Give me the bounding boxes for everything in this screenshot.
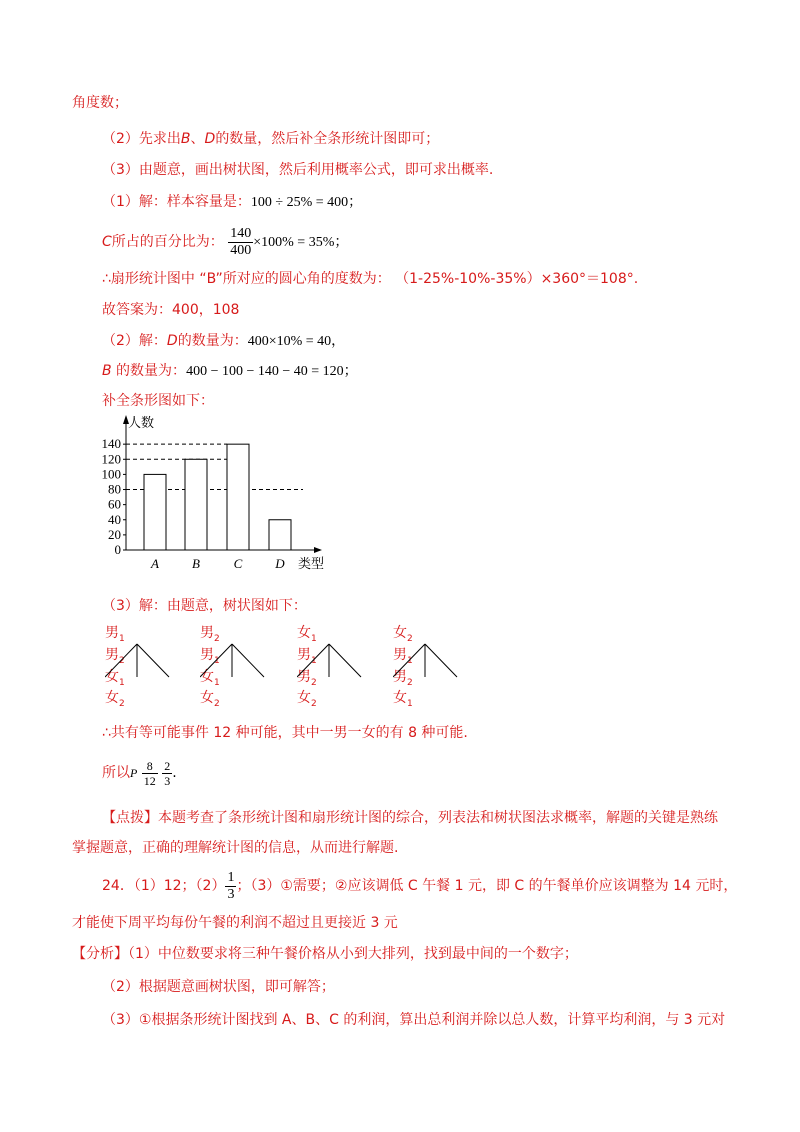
y-tick-label: 40 [108, 511, 121, 527]
y-tick-label: 0 [114, 542, 121, 557]
text-line-18: 【分析】（1）中位数要求将三种午餐价格从小到大排列，找到最中间的一个数字； [72, 946, 578, 962]
text-segment: ； [348, 194, 363, 210]
text-line-7: 故答案为：400，108 [102, 302, 240, 318]
fraction-2-3 [162, 759, 172, 788]
text-line-16 [102, 868, 737, 904]
fraction-1-3 [225, 870, 236, 903]
y-tick-label: 140 [101, 436, 121, 452]
tree-leaf-node: 女$_2$ [297, 690, 317, 710]
tree-root-node: 女$_1$ [297, 625, 317, 644]
bar-a [144, 474, 166, 550]
bar-b [185, 459, 207, 550]
text-segment: （2）先求出 [102, 131, 181, 147]
text-segment: ， [331, 333, 346, 349]
var-c: C [102, 234, 112, 250]
y-axis-label: 人数 [128, 415, 155, 430]
x-tick-label: A [151, 556, 159, 571]
tree-leaf-node: 女$_2$ [200, 690, 220, 710]
tree-branch [329, 644, 361, 677]
bar-d [269, 520, 291, 550]
fraction-numerator: 140 [230, 225, 252, 241]
tree-leaf-node: 女$_2$ [105, 690, 125, 710]
tree-leaf-node: 男$_1$ [297, 646, 317, 666]
text-segment: 所以 [102, 765, 130, 781]
tree-root-node: 男$_1$ [105, 625, 125, 644]
tree-branch-lines [393, 622, 483, 700]
var-p: P [130, 766, 138, 780]
tree-branch-lines [297, 622, 387, 700]
x-tick-label: C [233, 556, 243, 571]
tree-leaf-node: 女$_1$ [393, 690, 413, 710]
text-line-11: （3）解：由题意，树状图如下： [102, 598, 307, 614]
text-segment: （2）解： [102, 333, 167, 349]
fraction-denominator: 400 [230, 242, 252, 258]
fraction-denominator: 3 [164, 773, 171, 788]
tree-branch-group [297, 622, 387, 710]
tree-branch-group [200, 622, 290, 710]
formula-b-count: 400 − 100 − 140 − 40 = 120 [186, 364, 344, 379]
var-b: B [180, 131, 191, 147]
text-line-13 [102, 756, 177, 790]
tree-branch [425, 644, 457, 677]
x-axis-label: 类型 [298, 556, 325, 571]
text-segment: . [172, 765, 177, 781]
bar-chart [88, 412, 338, 582]
text-segment: ；（3）①需要；②应该调低 C 午餐 1 元，即 C 的午餐单价应该调整为 14 元时， [236, 878, 738, 894]
tree-leaf-node: 男$_1$ [200, 646, 220, 666]
tree-leaf-node: 男$_1$ [393, 646, 413, 666]
tree-branch-group [393, 622, 483, 710]
x-tick-label: D [275, 556, 285, 571]
text-line-10: 补全条形图如下： [102, 393, 214, 409]
y-tick-label: 100 [101, 466, 121, 482]
fraction-8-12 [142, 759, 158, 788]
tree-branch [297, 644, 329, 677]
text-segment: 的数量为： [111, 363, 187, 379]
text-line-17: 才能使下周平均每份午餐的利润不超过且更接近 3 元 [72, 915, 398, 931]
formula-d-count: 400×10% = 40 [247, 334, 332, 349]
tree-leaf-node: 男$_2$ [297, 668, 317, 688]
tree-branch [137, 644, 169, 677]
tree-branch [232, 644, 264, 677]
tree-leaf-node: 女$_1$ [200, 668, 220, 688]
y-tick-label: 60 [108, 496, 121, 512]
fraction-140-400 [228, 226, 253, 259]
var-b: B [102, 363, 112, 379]
fraction-numerator: 1 [227, 869, 235, 885]
text-line-1: 角度数； [72, 95, 128, 111]
text-segment: ； [343, 363, 358, 379]
y-tick-label: 80 [108, 481, 121, 497]
text-segment: 、 [190, 131, 205, 147]
text-line-3: （3）由题意，画出树状图，然后利用概率公式，即可求出概率. [102, 162, 494, 178]
text-segment: 的数量为： [177, 333, 248, 349]
tree-root-node: 女$_2$ [393, 625, 413, 644]
text-line-4 [102, 192, 362, 213]
var-d: D [166, 333, 178, 349]
tree-leaf-node: 男$_2$ [105, 646, 125, 666]
text-segment: 所占的百分比为： [111, 234, 224, 250]
text-line-20: （3）①根据条形统计图找到 A、B、C 的利润，算出总利润并除以总人数，计算平均利润，与 3 元对 [102, 1012, 726, 1028]
text-line-12: ∴共有等可能事件 12 种可能，其中一男一女的有 8 种可能. [102, 725, 468, 741]
formula-percent-c: ×100% = 35% [253, 235, 335, 250]
fraction-numerator: 8 [146, 758, 153, 773]
var-d: D [204, 131, 216, 147]
y-tick-label: 120 [101, 451, 121, 467]
tree-branch-group [105, 622, 195, 710]
text-segment: （1）解：样本容量是： [102, 194, 251, 210]
text-line-19: （2）根据题意画树状图，即可解答； [102, 979, 335, 995]
tree-branch-lines [200, 622, 290, 700]
tree-branch [200, 644, 232, 677]
text-line-15: 掌握题意，正确的理解统计图的信息，从而进行解题. [72, 840, 399, 856]
tree-leaf-node: 女$_1$ [105, 668, 125, 688]
tree-branch [393, 644, 425, 677]
fraction-numerator: 2 [164, 758, 171, 773]
tree-branch [105, 644, 137, 677]
text-line-9 [102, 361, 358, 382]
text-line-14: 【点拨】本题考查了条形统计图和扇形统计图的综合，列表法和树状图法求概率，解题的关键是熟练 [102, 810, 718, 826]
text-segment: 24．（1）12；（2） [102, 878, 226, 894]
y-tick-label: 20 [108, 526, 121, 542]
text-segment: 的数量，然后补全条形统计图即可； [215, 131, 440, 147]
tree-leaf-node: 男$_2$ [393, 668, 413, 688]
text-line-6: ∴扇形统计图中 “B”所对应的圆心角的度数为： （1-25%-10%-35%）×360°＝108°. [102, 271, 639, 287]
fraction-denominator: 12 [143, 773, 156, 788]
fraction-denominator: 3 [227, 886, 235, 902]
tree-root-node: 男$_2$ [200, 625, 220, 644]
text-line-5 [102, 224, 348, 261]
text-line-8 [102, 331, 345, 352]
x-axis-arrow [314, 547, 322, 553]
tree-branch-lines [105, 622, 195, 700]
formula-sample-size: 100 ÷ 25% = 400 [250, 195, 349, 210]
bar-c [227, 444, 249, 550]
x-tick-label: B [192, 556, 200, 571]
text-segment: ； [334, 234, 349, 250]
text-line-2 [102, 129, 439, 149]
